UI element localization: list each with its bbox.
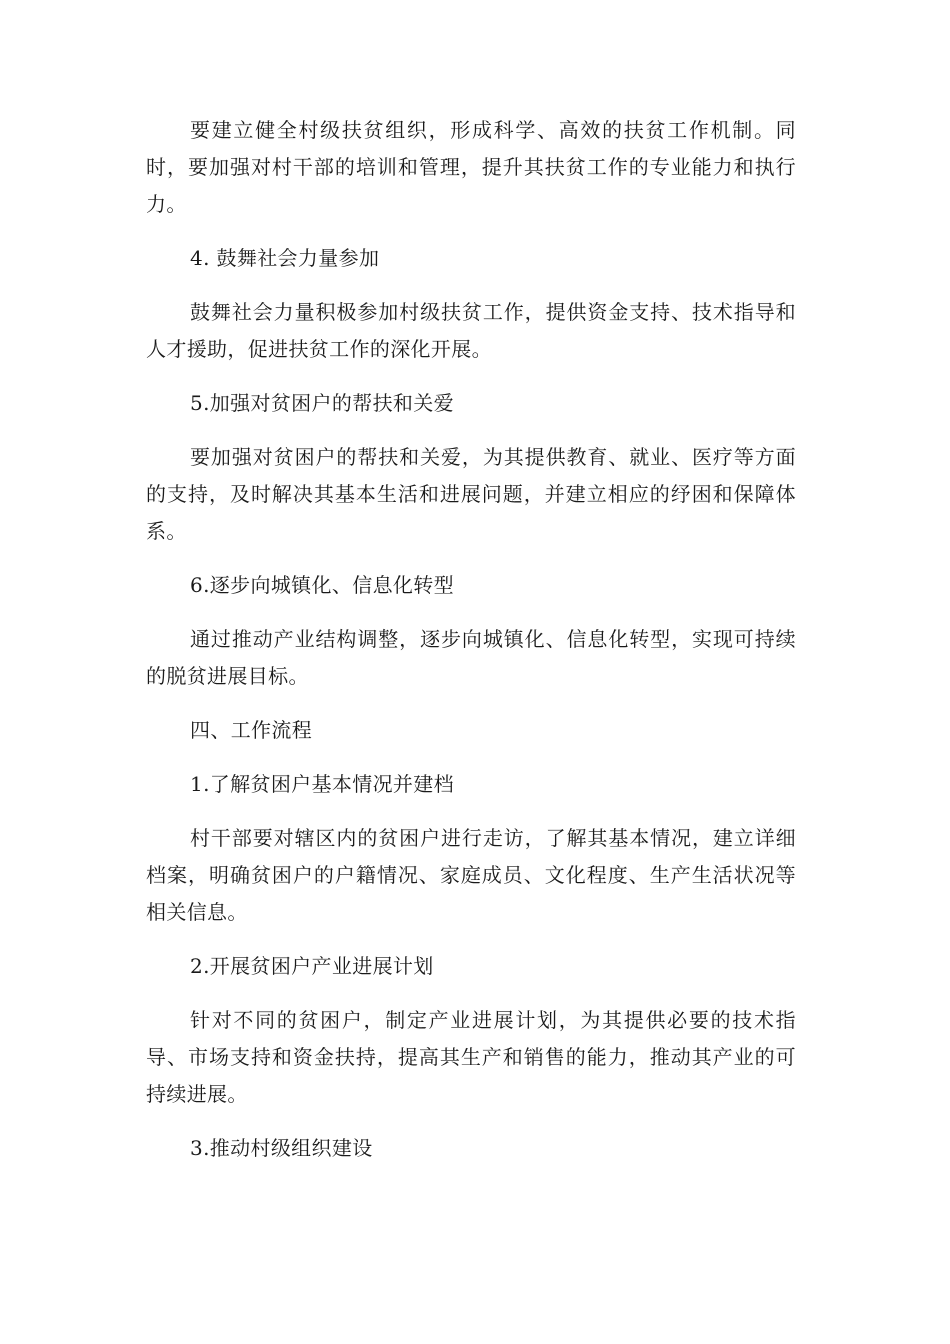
body-paragraph: 村干部要对辖区内的贫困户进行走访，了解其基本情况，建立详细档案，明确贫困户的户籍情况、家庭成员、文化程度、生产生活状况等相关信息。 xyxy=(146,826,796,924)
document-body xyxy=(146,112,796,1184)
chapter-heading: 四、工作流程 xyxy=(190,718,313,742)
body-paragraph: 针对不同的贫困户，制定产业进展计划，为其提供必要的技术指导、市场支持和资金扶持，提高其生产和销售的能力，推动其产业的可持续进展。 xyxy=(146,1008,796,1106)
body-paragraph: 要建立健全村级扶贫组织，形成科学、高效的扶贫工作机制。同时，要加强对村干部的培训和管理，提升其扶贫工作的专业能力和执行力。 xyxy=(146,118,796,216)
body-paragraph: 通过推动产业结构调整，逐步向城镇化、信息化转型，实现可持续的脱贫进展目标。 xyxy=(146,627,796,688)
section-heading: 1.了解贫困户基本情况并建档 xyxy=(190,772,454,796)
section-heading: 4. 鼓舞社会力量参加 xyxy=(190,246,380,270)
section-heading: 2.开展贫困户产业进展计划 xyxy=(190,954,434,978)
section-heading: 3.推动村级组织建设 xyxy=(190,1136,373,1160)
section-heading: 6.逐步向城镇化、信息化转型 xyxy=(190,573,454,597)
section-heading: 5.加强对贫困户的帮扶和关爱 xyxy=(190,391,454,415)
body-paragraph: 要加强对贫困户的帮扶和关爱，为其提供教育、就业、医疗等方面的支持，及时解决其基本生活和进展问题，并建立相应的纾困和保障体系。 xyxy=(146,445,796,543)
body-paragraph: 鼓舞社会力量积极参加村级扶贫工作，提供资金支持、技术指导和人才援助，促进扶贫工作的深化开展。 xyxy=(146,300,796,361)
